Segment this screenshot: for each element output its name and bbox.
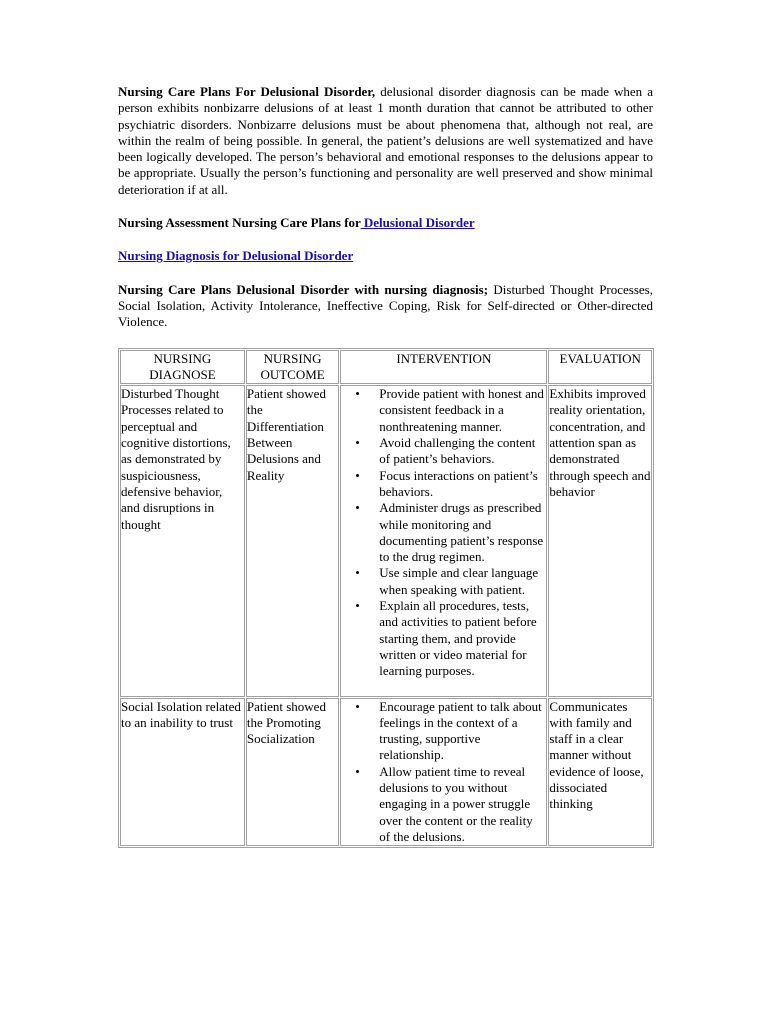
- intervention-cell: [340, 385, 547, 696]
- header-nursing-diagnose: NURSING DIAGNOSE: [120, 350, 245, 385]
- intro-paragraph: [118, 84, 653, 198]
- assessment-heading-text: Nursing Assessment Nursing Care Plans for: [118, 215, 361, 231]
- care-plan-table: [118, 348, 654, 849]
- intro-lead: Nursing Care Plans For Delusional Disorder,: [118, 84, 376, 99]
- document-page: [118, 84, 653, 848]
- intervention-item: • Focus interactions on patient’s behaviors.: [341, 468, 546, 501]
- table-header-row: [120, 350, 652, 385]
- diagnosis-body: Disturbed Thought Processes, Social Isolation, Activity Intolerance, Ineffective Coping, Risk for Self-directed or Other-directed Violence.: [118, 281, 653, 330]
- intervention-item: • Allow patient time to reveal delusions to you without engaging in a power struggle over the content or the reality of the delusions.: [341, 764, 546, 845]
- table-row: [120, 385, 652, 696]
- header-evaluation: EVALUATION: [548, 350, 652, 385]
- intervention-item: • Encourage patient to talk about feelings in the context of a trusting, supportive relationship.: [341, 699, 546, 764]
- diagnosis-lead: Nursing Care Plans Delusional Disorder with nursing diagnosis;: [118, 281, 489, 297]
- intervention-list: [341, 386, 546, 679]
- header-nursing-outcome: NURSING OUTCOME: [246, 350, 339, 385]
- intervention-item: • Administer drugs as prescribed while monitoring and documenting patient’s response to the drug regimen.: [341, 500, 546, 565]
- evaluation-cell: Communicates with family and staff in a clear manner without evidence of loose, dissociated thinking: [548, 698, 652, 847]
- delusional-disorder-link[interactable]: Delusional Disorder: [360, 215, 475, 231]
- nursing-diagnosis-link[interactable]: Nursing Diagnosis for Delusional Disorder: [118, 248, 354, 264]
- outcome-cell: Patient showed the Promoting Socialization: [246, 698, 339, 847]
- diagnosis-paragraph: [118, 282, 653, 331]
- diagnose-cell: Social Isolation related to an inability to trust: [120, 698, 245, 847]
- intervention-list: [341, 699, 546, 846]
- intervention-cell: [340, 698, 547, 847]
- intro-body: delusional disorder diagnosis can be made when a person exhibits nonbizarre delusions of at least 1 month duration that cannot be attributed to other psychiatric disorders. Nonbizarre delusions must be about phenomena that, although not real, are within the realm of being possible. In general, the patient’s delusions are well systematized and have been logically developed. The person’s behavioral and emotional responses to the delusions appear to be appropriate. Usually the person’s functioning and personality are well preserved and show minimal deterioration if at all.: [118, 84, 653, 197]
- outcome-cell: Patient showed the Differentiation Between Delusions and Reality: [246, 385, 339, 696]
- assessment-heading: [118, 215, 653, 231]
- header-intervention: INTERVENTION: [340, 350, 547, 385]
- table-row: [120, 698, 652, 847]
- intervention-item: • Avoid challenging the content of patient’s behaviors.: [341, 435, 546, 468]
- evaluation-cell: Exhibits improved reality orientation, concentration, and attention span as demonstrated through speech and behavior: [548, 385, 652, 696]
- intervention-item: • Provide patient with honest and consistent feedback in a nonthreatening manner.: [341, 386, 546, 435]
- diagnosis-link-line: [118, 248, 653, 264]
- diagnose-cell: Disturbed Thought Processes related to perceptual and cognitive distortions, as demonstrated by suspiciousness, defensive behavior, and disruptions in thought: [120, 385, 245, 696]
- intervention-item: • Explain all procedures, tests, and activities to patient before starting them, and provide written or video material for learning purposes.: [341, 598, 546, 679]
- intervention-item: • Use simple and clear language when speaking with patient.: [341, 565, 546, 598]
